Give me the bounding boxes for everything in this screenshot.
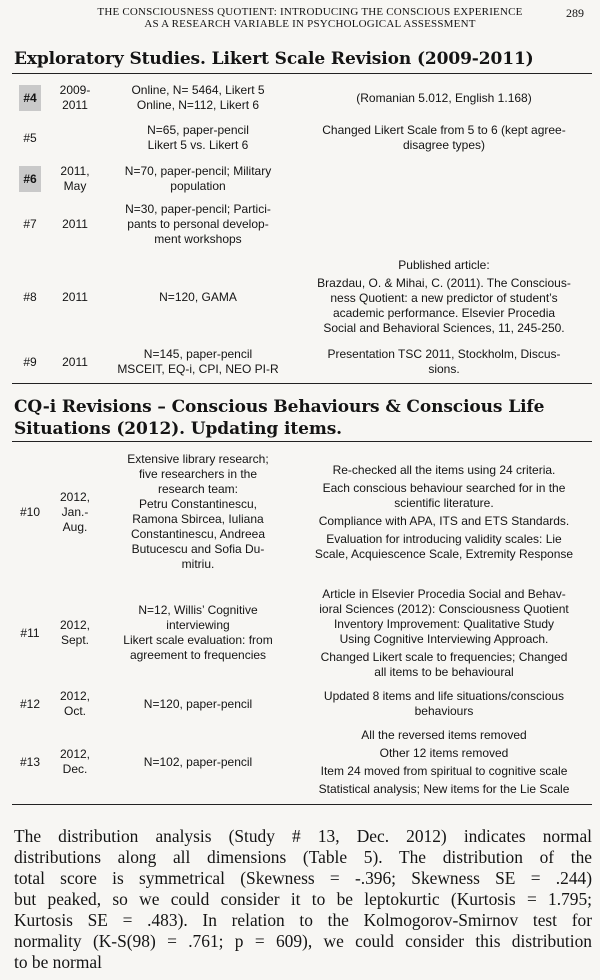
study-number: #11 (20, 626, 40, 640)
study-date: 2011 (62, 216, 88, 231)
page-number: 289 (566, 6, 584, 20)
paragraph-line: Kurtosis SE = .483). In relation to the Kolmogorov-Smirnov test for (14, 910, 592, 930)
paragraph-line: distributions along all dimensions (Table 5). The distribution of the (14, 847, 592, 867)
study-notes: All the reversed items removed Other 12 items removed Item 24 moved from spiritual to cognitive scale Statistical analysis; New items for the Lie Scale (318, 727, 570, 796)
study-date: 2012, Oct. (59, 689, 91, 718)
table-row (12, 724, 592, 800)
paragraph-line: The distribution analysis (Study # 13, Dec. 2012) indicates normal (14, 826, 592, 846)
study-date: 2011 (62, 354, 88, 369)
study-date: 2012, Jan.- Aug. (59, 489, 91, 534)
study-description: N=120, paper-pencil (143, 696, 253, 711)
section-title-exploratory: Exploratory Studies. Likert Scale Revision (2009-2011) (14, 49, 534, 69)
study-description: N=12, Willis’ Cognitive interviewing Likert scale evaluation: from agreement to frequencies (123, 603, 273, 662)
section-title-revisions (14, 396, 592, 440)
study-notes: Published article: Brazdau, O. & Mihai, C. (2011). The Conscious- ness Quotient: a new predictor of student’s academic performance. Elsevier Procedia Social and Behavioral Sciences, 11, 245-250. (317, 258, 571, 335)
study-date: 2012, Sept. (59, 618, 91, 647)
study-date: 2009- 2011 (59, 83, 91, 112)
study-description: N=70, paper-pencil; Military population (124, 164, 272, 193)
study-date: 2011, May (60, 164, 90, 193)
paragraph-line: total score is symmetrical (Skewness = -.396; Skewness SE = .244) (14, 868, 592, 888)
study-description: N=65, paper-pencil Likert 5 vs. Likert 6 (147, 123, 249, 152)
study-description: N=120, GAMA (159, 289, 237, 304)
study-number: #12 (19, 697, 41, 711)
table-row (12, 198, 592, 250)
study-date (50, 120, 100, 156)
running-head-line-1: THE CONSCIOUSNESS QUOTIENT: INTRODUCING THE CONSCIOUS EXPERIENCE (97, 6, 523, 18)
study-number: #9 (23, 355, 37, 369)
study-number: #4 (12, 78, 48, 118)
study-notes: Updated 8 items and life situations/conscious behaviours (323, 689, 565, 718)
section-title-line-2: Situations (2012). Updating items. (14, 419, 342, 439)
running-head (60, 6, 560, 30)
study-number: #8 (23, 290, 37, 304)
table-row (12, 686, 592, 722)
paragraph-line: normality (K-S(98) = .761; p = 609), we could consider this distribution (14, 931, 592, 951)
table-row (12, 160, 592, 198)
study-notes: Article in Elsevier Procedia Social and Behav- ioral Sciences (2012): Consciousness Quotient Inventory Improvement: Qualitative Study Using Cognitive Interviewing Approach. Changed Likert scale to frequencies; Changed all items to be behavioural (319, 586, 569, 679)
study-notes: (Romanian 5.012, English 1.168) (356, 90, 532, 105)
section-rule-bottom (12, 804, 592, 805)
study-description: Online, N= 5464, Likert 5 Online, N=112, Likert 6 (131, 83, 265, 112)
study-description: N=145, paper-pencil MSCEIT, EQ-i, CPI, NEO PI-R (117, 347, 279, 376)
study-description: Extensive library research; five researchers in the research team: Petru Constantinescu, Ramona Sbircea, Iuliana Constantinescu, Andreea Butucescu and Sofia Du- mitriu. (127, 452, 269, 571)
paragraph-line: to be normal (14, 952, 102, 972)
section-rule-top (12, 73, 592, 74)
table-row (12, 254, 592, 340)
running-head-line-2: AS A RESEARCH VARIABLE IN PSYCHOLOGICAL ASSESSMENT (144, 18, 476, 30)
study-number: #10 (19, 505, 41, 519)
study-number: #13 (19, 755, 41, 769)
study-number: #6 (12, 160, 48, 198)
table-row (12, 582, 592, 684)
section-rule-bottom (12, 383, 592, 384)
paragraph-line: but peaked, so we could consider it to be leptokurtic (Kurtosis = 1.795; (14, 889, 592, 909)
study-notes: Re-checked all the items using 24 criteria. Each conscious behaviour searched for in the scientific literature. Compliance with APA, ITS and ETS Standards. Evaluation for introducing validity scales: Lie Scale, Acquiescence Scale, Extremity Response (314, 462, 574, 561)
body-paragraph (14, 826, 592, 973)
table-row (12, 344, 592, 380)
study-notes: Changed Likert Scale from 5 to 6 (kept agree- disagree types) (322, 123, 566, 152)
study-description: N=102, paper-pencil (143, 754, 253, 769)
study-date: 2011 (62, 289, 88, 304)
section-rule-top (12, 441, 592, 442)
study-date: 2012, Dec. (59, 747, 91, 776)
section-title-line-1: CQ-i Revisions – Conscious Behaviours & Conscious Life (14, 397, 545, 417)
study-number: #5 (23, 131, 37, 145)
table-row (12, 120, 592, 156)
study-description: N=30, paper-pencil; Partici- pants to personal develop- ment workshops (125, 201, 271, 246)
study-notes: Presentation TSC 2011, Stockholm, Discus- sions. (327, 347, 561, 376)
study-number: #7 (23, 217, 37, 231)
table-row (12, 78, 592, 118)
table-row (12, 446, 592, 578)
